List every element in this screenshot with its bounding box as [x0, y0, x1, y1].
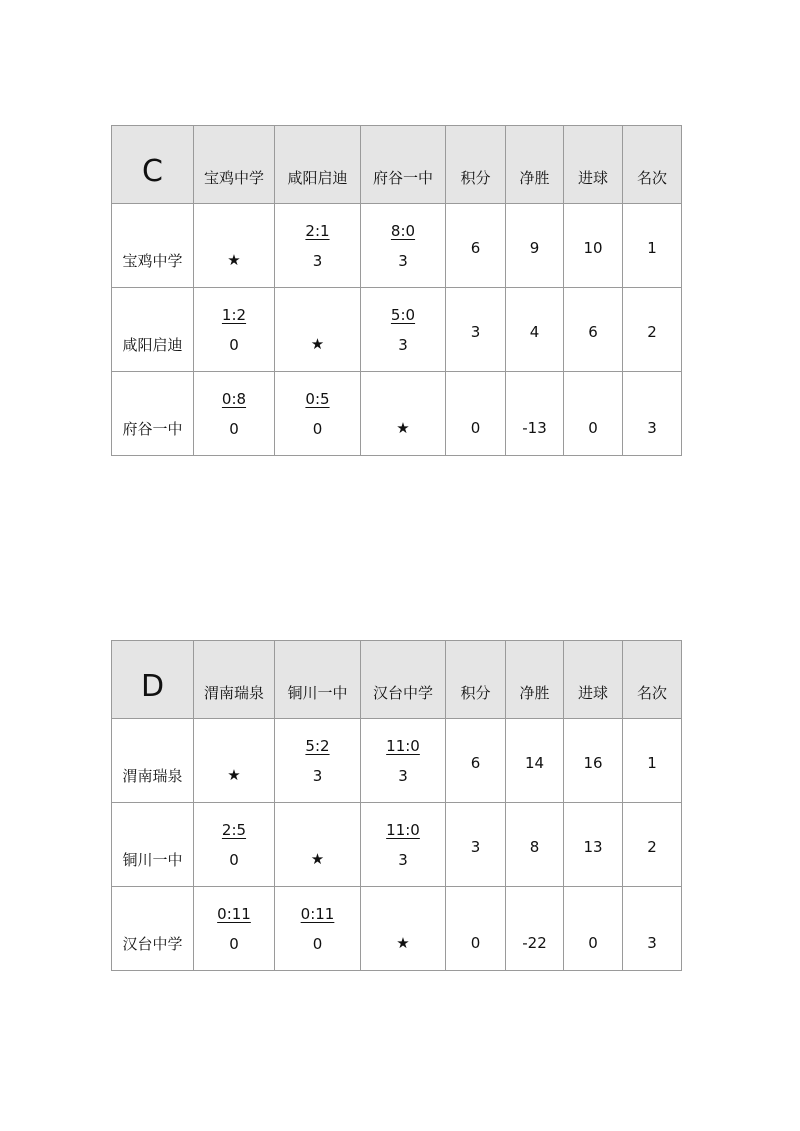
match-score: 1:2 [221, 305, 247, 324]
column-team-header: 渭南瑞泉 [194, 641, 275, 719]
row-team-name: 宝鸡中学 [112, 204, 194, 288]
table-row [112, 887, 682, 971]
match-result-cell [361, 288, 446, 372]
column-team-header: 咸阳启迪 [275, 126, 361, 204]
match-points: 0 [229, 934, 239, 953]
rank-cell: 1 [623, 204, 682, 288]
column-goal-diff-header: 净胜 [506, 126, 564, 204]
match-points: 0 [312, 934, 323, 953]
match-result-cell [275, 887, 361, 971]
self-match-cell [194, 204, 275, 288]
match-points: 0 [312, 419, 323, 438]
self-match-cell [275, 803, 361, 887]
column-team-header: 府谷一中 [361, 126, 446, 204]
rank-cell: 2 [623, 288, 682, 372]
points-cell: 3 [446, 803, 506, 887]
star-icon: ★ [227, 765, 241, 784]
column-team-header: 宝鸡中学 [194, 126, 275, 204]
goals-cell: 0 [564, 372, 623, 456]
goals-cell: 0 [564, 887, 623, 971]
goal-diff-cell: 4 [506, 288, 564, 372]
self-match-cell [361, 887, 446, 971]
rank-cell: 1 [623, 719, 682, 803]
star-icon: ★ [227, 250, 241, 269]
row-team-name: 汉台中学 [112, 887, 194, 971]
match-score: 11:0 [386, 736, 420, 755]
rank-cell: 2 [623, 803, 682, 887]
match-result-cell [194, 288, 275, 372]
match-result-cell [194, 887, 275, 971]
column-goals-header: 进球 [564, 641, 623, 719]
match-score: 5:2 [305, 736, 330, 755]
rank-cell: 3 [623, 372, 682, 456]
column-goals-header: 进球 [564, 126, 623, 204]
match-result-cell [194, 803, 275, 887]
table-row [112, 372, 682, 456]
star-icon: ★ [310, 334, 325, 353]
match-score: 11:0 [386, 820, 420, 839]
star-icon: ★ [310, 849, 325, 868]
star-icon: ★ [396, 418, 410, 437]
match-points: 0 [229, 419, 239, 438]
match-result-cell [361, 204, 446, 288]
column-goal-diff-header: 净胜 [506, 641, 564, 719]
match-points: 3 [398, 850, 408, 869]
header-row [112, 641, 682, 719]
self-match-cell [275, 288, 361, 372]
goal-diff-cell: 8 [506, 803, 564, 887]
match-points: 3 [312, 251, 323, 270]
points-cell: 0 [446, 887, 506, 971]
table-row [112, 719, 682, 803]
match-points: 0 [229, 850, 239, 869]
row-team-name: 铜川一中 [112, 803, 194, 887]
match-score: 8:0 [390, 221, 416, 240]
match-points: 3 [312, 766, 323, 785]
match-result-cell [194, 372, 275, 456]
goals-cell: 10 [564, 204, 623, 288]
match-points: 0 [229, 335, 239, 354]
match-points: 3 [398, 335, 408, 354]
column-team-header: 铜川一中 [275, 641, 361, 719]
row-team-name: 咸阳启迪 [112, 288, 194, 372]
goals-cell: 16 [564, 719, 623, 803]
self-match-cell [361, 372, 446, 456]
match-result-cell [361, 803, 446, 887]
match-points: 3 [398, 251, 408, 270]
goal-diff-cell: -22 [506, 887, 564, 971]
points-cell: 6 [446, 719, 506, 803]
group-letter: D [112, 641, 194, 719]
table-row [112, 204, 682, 288]
goal-diff-cell: -13 [506, 372, 564, 456]
match-score: 0:11 [217, 904, 251, 923]
match-score: 0:11 [300, 904, 335, 923]
column-rank-header: 名次 [623, 641, 682, 719]
goal-diff-cell: 9 [506, 204, 564, 288]
table-row [112, 803, 682, 887]
column-points-header: 积分 [446, 126, 506, 204]
group-c-table [111, 125, 682, 456]
match-result-cell [361, 719, 446, 803]
self-match-cell [194, 719, 275, 803]
goals-cell: 6 [564, 288, 623, 372]
match-result-cell [275, 204, 361, 288]
goals-cell: 13 [564, 803, 623, 887]
row-team-name: 府谷一中 [112, 372, 194, 456]
column-points-header: 积分 [446, 641, 506, 719]
match-score: 0:5 [305, 389, 330, 408]
column-team-header: 汉台中学 [361, 641, 446, 719]
points-cell: 6 [446, 204, 506, 288]
match-result-cell [275, 719, 361, 803]
star-icon: ★ [396, 933, 410, 952]
match-score: 0:8 [221, 389, 247, 408]
match-score: 2:1 [305, 221, 330, 240]
match-score: 5:0 [390, 305, 416, 324]
table-row [112, 288, 682, 372]
header-row [112, 126, 682, 204]
goal-diff-cell: 14 [506, 719, 564, 803]
group-letter: C [112, 126, 194, 204]
points-cell: 3 [446, 288, 506, 372]
match-points: 3 [398, 766, 408, 785]
match-score: 2:5 [221, 820, 247, 839]
points-cell: 0 [446, 372, 506, 456]
column-rank-header: 名次 [623, 126, 682, 204]
row-team-name: 渭南瑞泉 [112, 719, 194, 803]
rank-cell: 3 [623, 887, 682, 971]
group-d-table [111, 640, 682, 971]
match-result-cell [275, 372, 361, 456]
